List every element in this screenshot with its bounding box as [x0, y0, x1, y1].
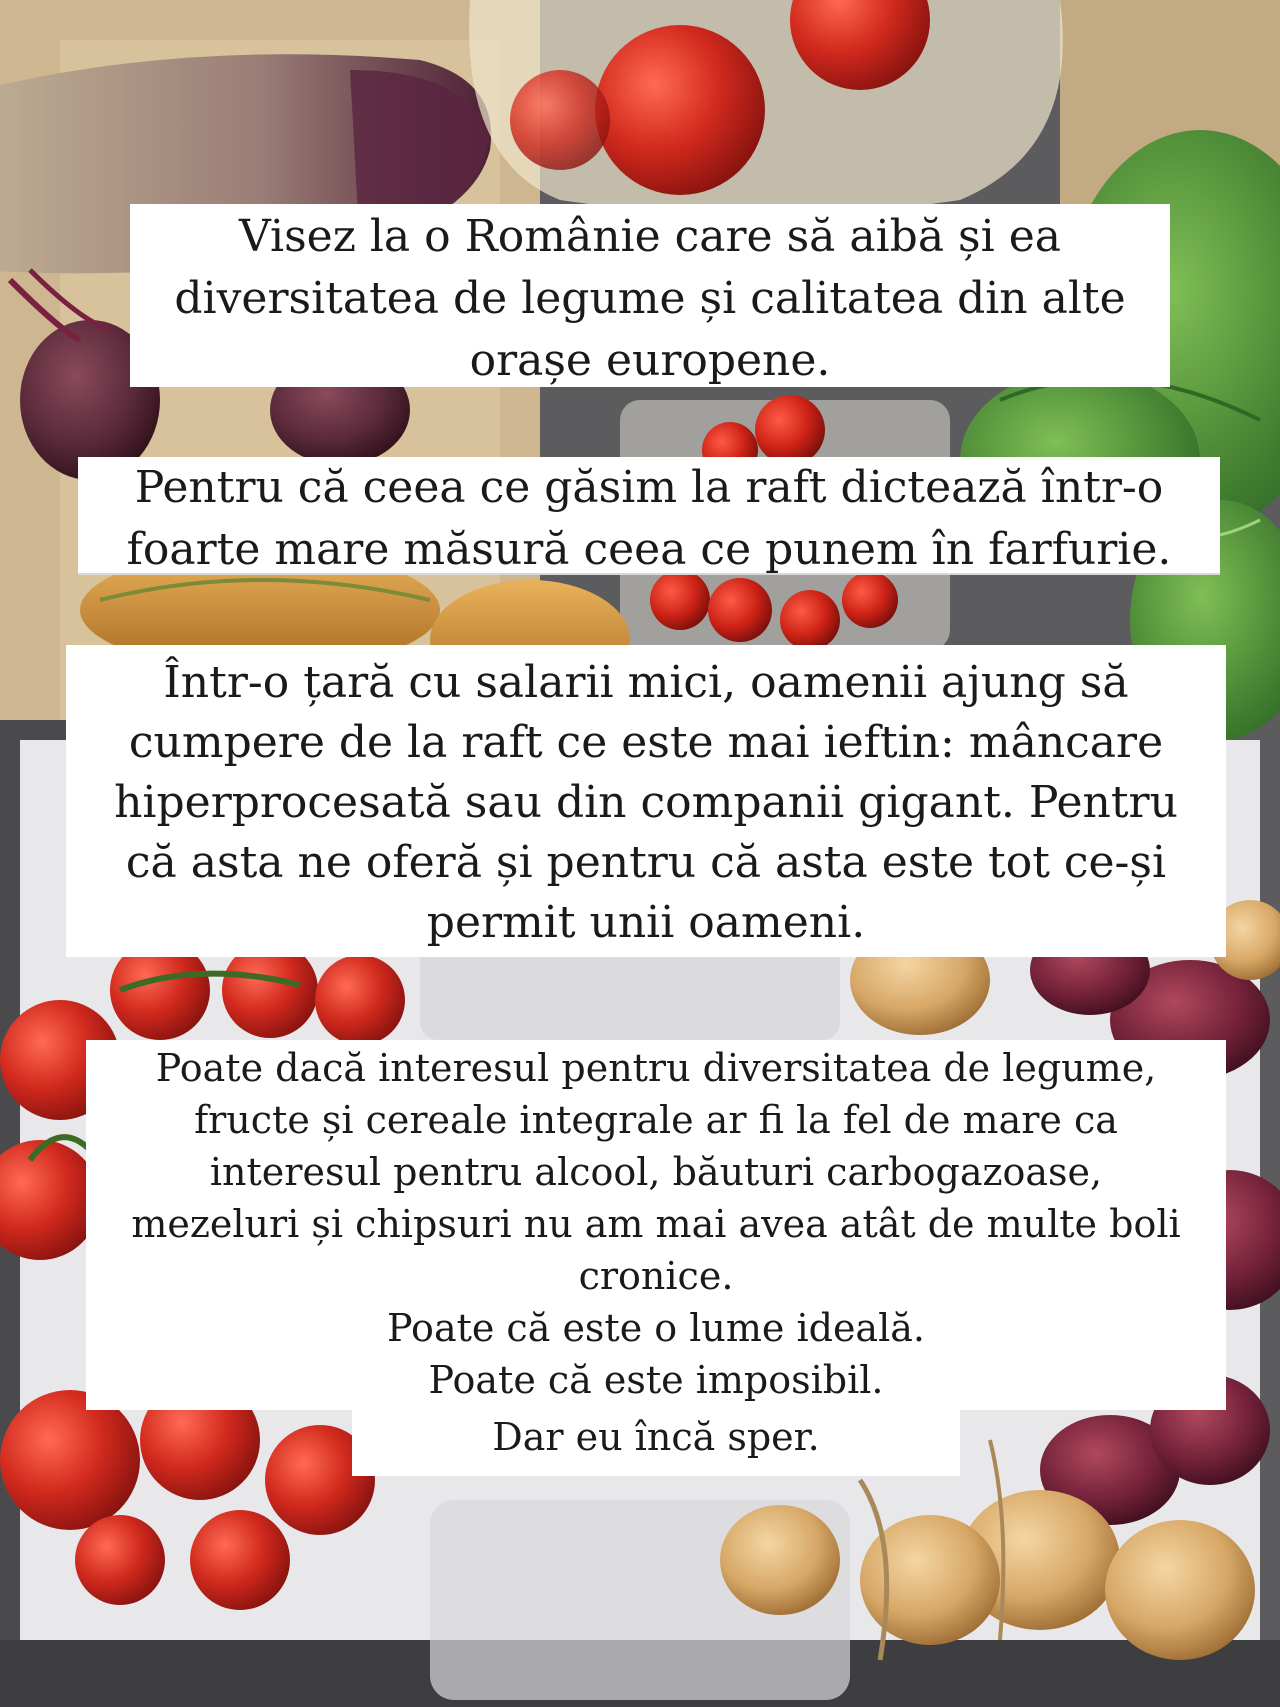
caption-5	[352, 1408, 960, 1476]
caption-3-line-5: permit unii oameni.	[426, 897, 866, 948]
caption-4-line-4: mezeluri și chipsuri nu am mai avea atât de multe boli	[131, 1202, 1181, 1246]
caption-4-line-5: cronice.	[578, 1254, 734, 1298]
caption-4-line-6: Poate că este o lume ideală.	[387, 1306, 925, 1350]
caption-1-line-3: orașe europene.	[469, 335, 831, 386]
caption-3-line-2: cumpere de la raft ce este mai ieftin: mâncare	[128, 717, 1164, 768]
caption-5-line-1: Dar eu încă sper.	[492, 1415, 820, 1459]
caption-4-line-3: interesul pentru alcool, băuturi carbogazoase,	[209, 1150, 1103, 1194]
caption-4-line-7: Poate că este imposibil.	[428, 1358, 884, 1402]
caption-3-line-1: Într-o țară cu salarii mici, oamenii ajung să	[163, 657, 1129, 708]
caption-4-line-2: fructe și cereale integrale ar fi la fel de mare ca	[194, 1098, 1118, 1142]
caption-4	[86, 1040, 1226, 1410]
caption-2	[78, 457, 1220, 575]
caption-3	[66, 645, 1226, 957]
caption-1-line-1: Visez la o Românie care să aibă și ea	[239, 211, 1061, 262]
caption-2-line-1: Pentru că ceea ce găsim la raft dictează într-o	[134, 462, 1164, 513]
caption-2-line-2: foarte mare măsură ceea ce punem în farfurie.	[126, 524, 1172, 575]
caption-3-line-4: că asta ne oferă și pentru că asta este tot ce-și	[125, 837, 1167, 888]
caption-1-line-2: diversitatea de legume și calitatea din alte	[174, 273, 1126, 324]
caption-1	[130, 204, 1170, 387]
caption-4-line-1: Poate dacă interesul pentru diversitatea de legume,	[155, 1046, 1157, 1090]
caption-3-line-3: hiperprocesată sau din companii gigant. Pentru	[114, 777, 1178, 828]
